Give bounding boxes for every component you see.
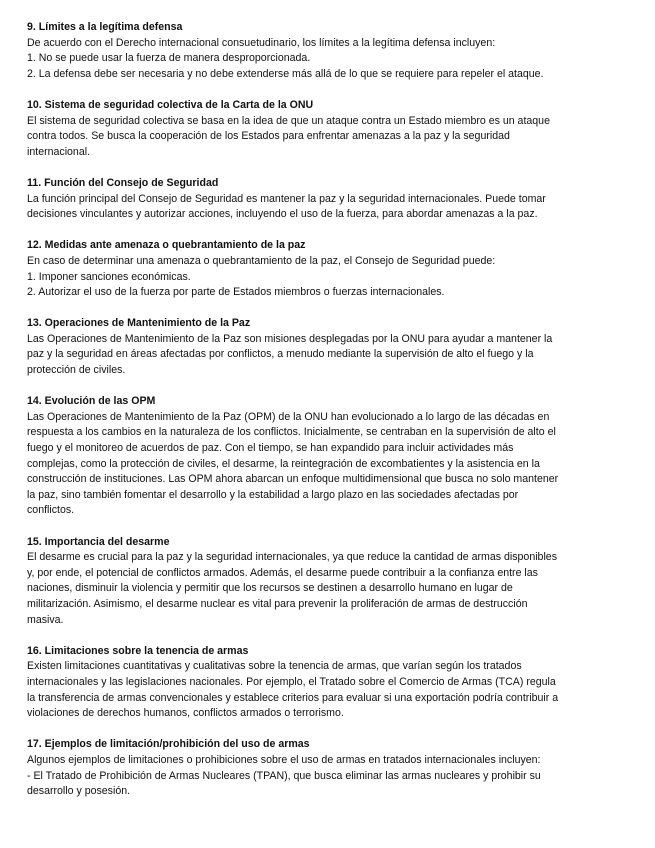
section-text-line: 2. Autorizar el uso de la fuerza por parte de Estados miembros o fuerzas internacionales. bbox=[27, 286, 445, 299]
section-heading: 11. Función del Consejo de Seguridad bbox=[27, 176, 219, 189]
section-text-line: El sistema de seguridad colectiva se basa en la idea de que un ataque contra un Estado miembro es un ataque bbox=[27, 114, 550, 127]
section-text-line: conflictos. bbox=[27, 504, 75, 517]
section-heading: 9. Límites a la legítima defensa bbox=[27, 21, 183, 33]
section-text-line: Las Operaciones de Mantenimiento de la Paz son misiones desplegadas por la ONU para ayudar a mantener la bbox=[27, 332, 553, 345]
section-heading: 14. Evolución de las OPM bbox=[27, 395, 156, 408]
section-9 bbox=[27, 737, 629, 799]
section-text-line: naciones, disminuir la violencia y permitir que los recursos se destinen a desarrollo humano en lugar de bbox=[27, 582, 513, 595]
section-text-line: 1. No se puede usar la fuerza de manera desproporcionada. bbox=[27, 52, 311, 65]
section-text-line: militarización. Asimismo, el desarme nuclear es vital para prevenir la proliferación de armas de destrucción bbox=[27, 597, 528, 610]
section-1 bbox=[27, 20, 629, 82]
section-text-line: internacionales y las legislaciones nacionales. Por ejemplo, el Tratado sobre el Comercio de Armas (TCA) regula bbox=[27, 675, 556, 688]
document-body bbox=[27, 20, 629, 815]
section-text-line: la paz, sino también fomentar el desarrollo y la estabilidad a largo plazo en las sociedades afectadas por bbox=[27, 488, 519, 501]
section-4 bbox=[27, 238, 629, 300]
section-heading: 10. Sistema de seguridad colectiva de la Carta de la ONU bbox=[27, 98, 314, 111]
section-text-line: contra todos. Se busca la cooperación de los Estados para enfrentar amenazas a la paz y la seguridad bbox=[27, 130, 510, 143]
section-text-line: La función principal del Consejo de Seguridad es mantener la paz y la seguridad internacionales. Puede tomar bbox=[27, 192, 546, 205]
section-text-line: - El Tratado de Prohibición de Armas Nucleares (TPAN), que busca eliminar las armas nucleares y prohibir su bbox=[27, 769, 541, 782]
section-text-line: fuego y el monitoreo de acuerdos de paz. Con el tiempo, se han expandido para incluir actividades más bbox=[27, 442, 514, 455]
section-text-line: complejas, como la protección de civiles, el desarme, la reintegración de excombatientes y la asistencia en la bbox=[27, 457, 540, 470]
section-heading: 15. Importancia del desarme bbox=[27, 535, 170, 548]
section-5 bbox=[27, 316, 629, 378]
section-text-line: la transferencia de armas convencionales y establece criterios para evaluar si una exportación podría contribuir a bbox=[27, 691, 559, 704]
section-text-line: paz y la seguridad en áreas afectadas por conflictos, a menudo mediante la supervisión de alto el fuego y la bbox=[27, 348, 534, 361]
section-text-line: Existen limitaciones cuantitativas y cualitativas sobre la tenencia de armas, que varían según los tratados bbox=[27, 660, 522, 673]
section-text-line: respuesta a los cambios en la naturaleza de los conflictos. Inicialmente, se centraban en la supervisión de alto el bbox=[27, 426, 556, 439]
section-text-line: 1. Imponer sanciones económicas. bbox=[27, 270, 191, 283]
section-text-line: De acuerdo con el Derecho internacional consuetudinario, los límites a la legítima defensa incluyen: bbox=[27, 36, 496, 49]
section-2 bbox=[27, 98, 629, 160]
section-6 bbox=[27, 394, 629, 519]
section-text-line: masiva. bbox=[27, 613, 64, 626]
section-8 bbox=[27, 644, 629, 722]
section-text-line: Las Operaciones de Mantenimiento de la Paz (OPM) de la ONU han evolucionado a lo largo de las décadas en bbox=[27, 410, 550, 423]
section-heading: 17. Ejemplos de limitación/prohibición del uso de armas bbox=[27, 738, 310, 751]
section-heading: 12. Medidas ante amenaza o quebrantamiento de la paz bbox=[27, 239, 306, 252]
section-text-line: violaciones de derechos humanos, conflictos armados o terrorismo. bbox=[27, 707, 344, 720]
section-text-line: y, por ende, el potencial de conflictos armados. Además, el desarme puede contribuir a la confianza entre las bbox=[27, 566, 538, 579]
section-text-line: desarrollo y posesión. bbox=[27, 785, 131, 798]
section-3 bbox=[27, 176, 629, 223]
section-heading: 13. Operaciones de Mantenimiento de la Paz bbox=[27, 317, 251, 330]
section-7 bbox=[27, 535, 629, 629]
section-text-line: Algunos ejemplos de limitaciones o prohibiciones sobre el uso de armas en tratados internacionales incluyen: bbox=[27, 753, 541, 766]
section-text-line: El desarme es crucial para la paz y la seguridad internacionales, ya que reduce la cantidad de armas disponibles bbox=[27, 551, 557, 564]
section-text-line: construcción de instituciones. Las OPM ahora abarcan un enfoque multidimensional que busca no solo mantener bbox=[27, 473, 559, 486]
section-text-line: internacional. bbox=[27, 145, 91, 158]
section-text-line: decisiones vinculantes y autorizar acciones, incluyendo el uso de la fuerza, para abordar amenazas a la paz. bbox=[27, 208, 538, 221]
section-text-line: protección de civiles. bbox=[27, 364, 126, 377]
section-text-line: 2. La defensa debe ser necesaria y no debe extenderse más allá de lo que se requiere para repeler el ataque. bbox=[27, 67, 544, 80]
section-heading: 16. Limitaciones sobre la tenencia de armas bbox=[27, 644, 249, 657]
section-text-line: En caso de determinar una amenaza o quebrantamiento de la paz, el Consejo de Seguridad puede: bbox=[27, 254, 496, 267]
